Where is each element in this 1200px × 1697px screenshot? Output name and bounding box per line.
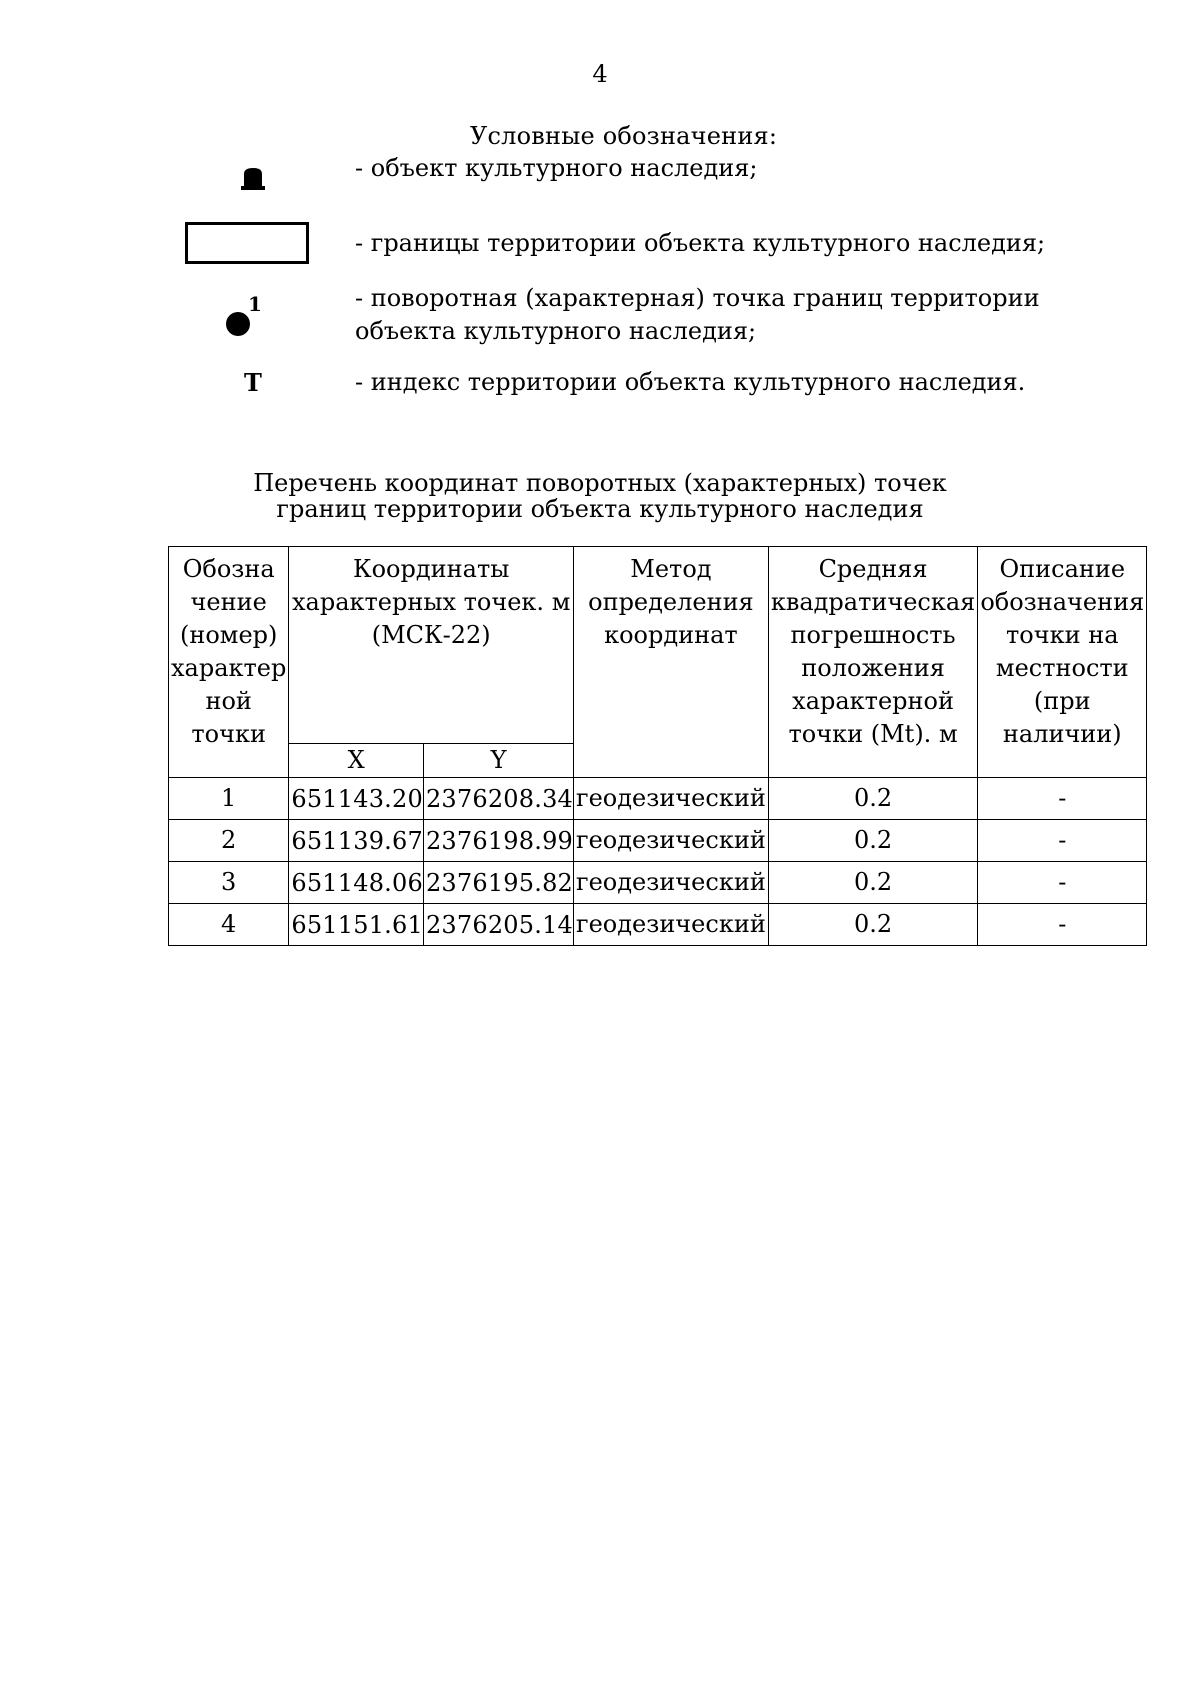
- cell-y: 2376208.34: [423, 778, 573, 820]
- table-title: [0, 470, 1200, 522]
- cell-error: 0.2: [768, 820, 978, 862]
- header-coordinates: Координаты характерных точек. м (МСК-22): [289, 547, 574, 744]
- legend-text: - объект культурного наследия;: [355, 154, 758, 182]
- legend-title: Условные обозначения:: [470, 122, 778, 150]
- cell-x: 651143.20: [289, 778, 424, 820]
- header-error: Средняя квадратическая погрешность положения характерной точки (Mt). м: [768, 547, 978, 778]
- territory-index-icon: Т: [244, 368, 262, 397]
- cell-description: -: [978, 904, 1147, 946]
- cell-y: 2376198.99: [423, 820, 573, 862]
- cell-description: -: [978, 820, 1147, 862]
- table-title-line-2: границ территории объекта культурного наследия: [276, 495, 924, 523]
- turning-point-icon: [220, 294, 260, 342]
- cell-x: 651148.06: [289, 862, 424, 904]
- coordinates-table: [168, 546, 1147, 946]
- cell-number: 4: [169, 904, 289, 946]
- cell-number: 3: [169, 862, 289, 904]
- cell-description: -: [978, 778, 1147, 820]
- table-title-line-1: Перечень координат поворотных (характерных) точек: [253, 469, 947, 497]
- header-x: X: [289, 744, 424, 778]
- cell-method: геодезический: [574, 778, 769, 820]
- cell-x: 651151.61: [289, 904, 424, 946]
- page-number: 4: [592, 60, 608, 88]
- legend-text: - поворотная (характерная) точка границ территории объекта культурного наследия;: [355, 284, 1040, 345]
- table-row: [169, 820, 1147, 862]
- legend-text: - границы территории объекта культурного наследия;: [355, 229, 1046, 257]
- table-row: [169, 778, 1147, 820]
- header-y: Y: [423, 744, 573, 778]
- cell-error: 0.2: [768, 904, 978, 946]
- cell-method: геодезический: [574, 820, 769, 862]
- cell-method: геодезический: [574, 904, 769, 946]
- cell-error: 0.2: [768, 778, 978, 820]
- cell-y: 2376205.14: [423, 904, 573, 946]
- header-method: Метод определения координат: [574, 547, 769, 778]
- cell-method: геодезический: [574, 862, 769, 904]
- turning-point-label: 1: [248, 292, 262, 316]
- table-row: [169, 904, 1147, 946]
- header-designation: Обозна чение (номер) характер ной точки: [169, 547, 289, 778]
- header-description: Описание обозначения точки на местности (при наличии): [978, 547, 1147, 778]
- cell-error: 0.2: [768, 862, 978, 904]
- cell-x: 651139.67: [289, 820, 424, 862]
- cell-description: -: [978, 862, 1147, 904]
- legend-text: - индекс территории объекта культурного наследия.: [355, 368, 1026, 396]
- table-row: [169, 862, 1147, 904]
- boundary-rectangle-icon: [185, 222, 309, 264]
- cell-number: 1: [169, 778, 289, 820]
- cell-y: 2376195.82: [423, 862, 573, 904]
- monument-icon: [240, 166, 266, 190]
- cell-number: 2: [169, 820, 289, 862]
